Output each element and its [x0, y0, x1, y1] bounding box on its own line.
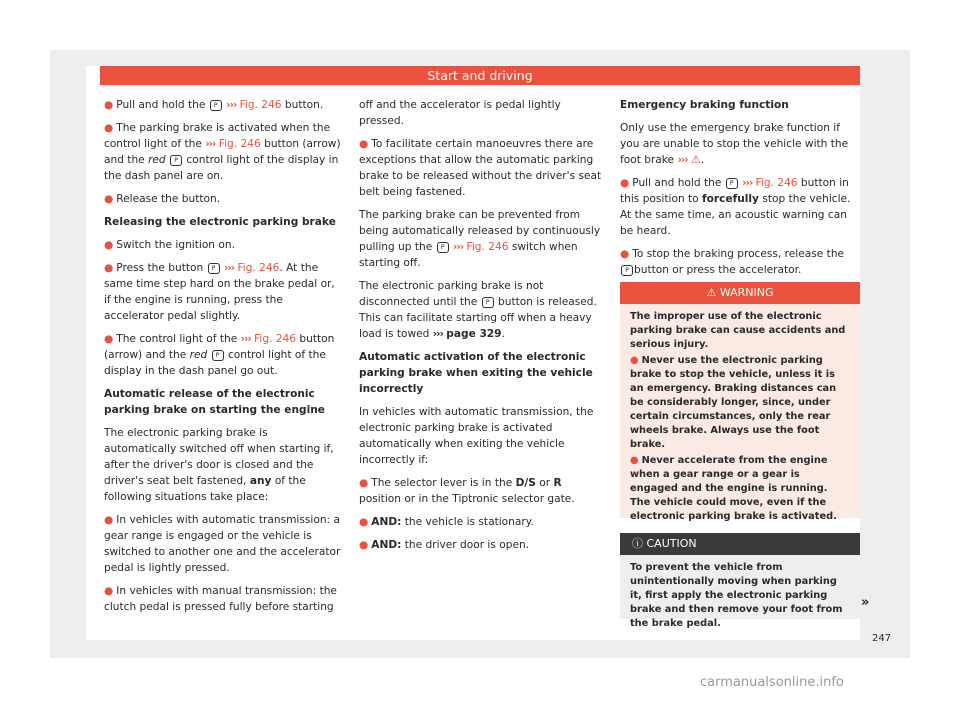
- list-item: ● Never use the electronic parking brake to stop the vehicle, unless it is an emergency. Braking distances can be considerably longer, since, under certain circumstances, only the rear wheels brake. Always use the foot brake.: [630, 355, 837, 450]
- continue-mark: »: [861, 595, 870, 610]
- warning-icon: ⚠: [690, 153, 701, 166]
- list-item: ● The selector lever is in the D/S or R position or in the Tiptronic selector gate.: [359, 477, 575, 505]
- list-item: ● Switch the ignition on.: [104, 239, 235, 251]
- section-heading: Automatic activation of the electronic parking brake when exiting the vehicle incorrectly: [359, 351, 593, 395]
- list-item: ● To facilitate certain manoeuvres there are exceptions that allow the automatic parking brake to be released without the driver's seat belt being fastened.: [359, 138, 602, 198]
- warning-text: The improper use of the electronic parking brake can cause accidents and serious injury.: [630, 311, 846, 350]
- parking-brake-icon: P: [621, 265, 633, 276]
- list-item: ● Pull and hold the P ››› Fig. 246 button in this position to forcefully stop the vehicle. At the same time, an acoustic warning can be heard.: [620, 177, 851, 237]
- list-item: ● In vehicles with automatic transmission: a gear range is engaged or the vehicle is switched to another one and the accelerator pedal is lightly pressed.: [104, 514, 341, 574]
- info-icon: ⓘ: [632, 537, 643, 550]
- watermark: carmanualsonline.info: [700, 675, 844, 690]
- page-number: 247: [872, 633, 892, 644]
- warning-box: [620, 282, 860, 522]
- caution-text: To prevent the vehicle from unintentionally moving when parking it, first apply the electronic parking brake and then remove your foot from the brake pedal.: [630, 562, 843, 629]
- parking-brake-icon: P: [482, 297, 494, 308]
- list-item: ● Press the button P ››› Fig. 246. At the same time step hard on the brake pedal or, if the engine is running, press the accelerator pedal slightly.: [104, 262, 335, 322]
- list-item: ● In vehicles with manual transmission: the clutch pedal is pressed fully before starting: [104, 585, 337, 613]
- list-item: ● Pull and hold the P ››› Fig. 246 button.: [104, 99, 324, 111]
- list-item: ● Never accelerate from the engine when a gear range or a gear is engaged and the engine is running. The vehicle could move, even if the electronic parking brake is activated.: [630, 455, 837, 522]
- list-item: ● The parking brake is activated when the control light of the ››› Fig. 246 button (arrow) and the red P control light of the display in the dash panel are on.: [104, 122, 341, 182]
- page-header: Start and driving: [100, 66, 860, 85]
- paragraph: In vehicles with automatic transmission, the electronic parking brake is activated automatically when exiting the vehicle incorrectly if:: [359, 406, 594, 466]
- parking-brake-icon: P: [437, 242, 449, 253]
- warning-header: ⚠ WARNING: [620, 282, 860, 304]
- section-heading: Emergency braking function: [620, 99, 789, 111]
- caution-header: ⓘ CAUTION: [620, 533, 860, 555]
- paragraph: The parking brake can be prevented from being automatically released by continuously pulling up the P ››› Fig. 246 switch when starting off.: [359, 209, 601, 269]
- list-item: ● The control light of the ››› Fig. 246 button (arrow) and the red P control light of the display in the dash panel go out.: [104, 333, 335, 377]
- list-item: ● AND: the vehicle is stationary.: [359, 516, 534, 528]
- paragraph: The electronic parking brake is automatically switched off when starting if, after the driver's door is closed and the driver's seat belt fastened, any of the following situations take place:: [104, 427, 334, 503]
- parking-brake-icon: P: [208, 263, 220, 274]
- parking-brake-icon: P: [210, 100, 222, 111]
- column-3: [620, 97, 860, 285]
- paragraph: off and the accelerator is pedal lightly pressed.: [359, 99, 561, 127]
- list-item: ● AND: the driver door is open.: [359, 539, 530, 551]
- list-item: ● To stop the braking process, release the P button or press the accelerator.: [620, 248, 845, 276]
- parking-brake-icon: P: [170, 155, 182, 166]
- parking-brake-icon: P: [726, 178, 738, 189]
- section-heading: Releasing the electronic parking brake: [104, 216, 336, 228]
- parking-brake-icon: P: [212, 350, 224, 361]
- page-link[interactable]: page 329: [446, 328, 502, 340]
- paragraph: Only use the emergency brake function if you are unable to stop the vehicle with the foot brake ››› ⚠.: [620, 122, 849, 166]
- list-item: ● Release the button.: [104, 193, 221, 205]
- section-heading: Automatic release of the electronic parking brake on starting the engine: [104, 388, 325, 416]
- paragraph: The electronic parking brake is not disconnected until the P button is released. This can facilitate starting off when a heavy load is towed ››› page 329.: [359, 280, 597, 340]
- warning-icon: ⚠: [706, 286, 717, 299]
- column-1: [104, 97, 342, 622]
- column-2: [359, 97, 603, 560]
- caution-box: [620, 533, 860, 629]
